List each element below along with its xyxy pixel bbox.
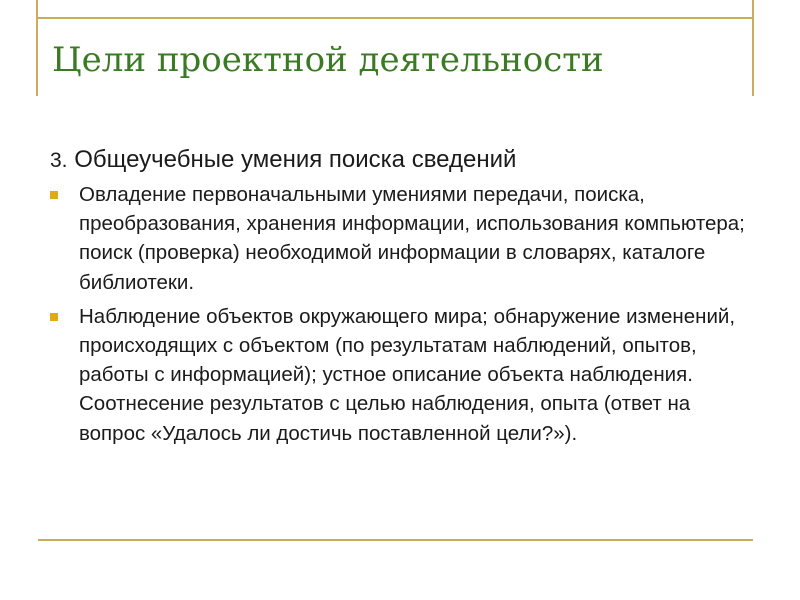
section-number: 3. xyxy=(50,149,68,172)
square-bullet-icon xyxy=(50,191,58,199)
frame-left-line xyxy=(36,0,38,96)
frame-right-line xyxy=(752,0,754,96)
slide-title: Цели проектной деятельности xyxy=(52,40,604,80)
bullet-list xyxy=(50,180,750,448)
bullet-text: Наблюдение объектов окружающего мира; обнаружение изменений, происходящих с объектом (по результатам наблюдений, опытов, работы с информацией); устное описание объекта наблюдения. Соотнесение результатов с целью наблюдения, опыта (ответ на вопрос «Удалось ли достичь поставленной цели?»). xyxy=(79,304,736,445)
bullet-text: Овладение первоначальными умениями передачи, поиска, преобразования, хранения информации, использования компьютера; поиск (проверка) необходимой информации в словарях, каталоге библиотеки. xyxy=(79,183,745,294)
bullet-item xyxy=(50,180,750,297)
frame-top-line xyxy=(38,17,753,19)
square-bullet-icon xyxy=(50,313,58,321)
section-heading-text: Общеучебные умения поиска сведений xyxy=(74,146,517,173)
bullet-item xyxy=(50,302,750,448)
slide-content xyxy=(50,143,750,453)
frame-bottom-line xyxy=(38,539,753,541)
section-heading xyxy=(50,143,750,178)
